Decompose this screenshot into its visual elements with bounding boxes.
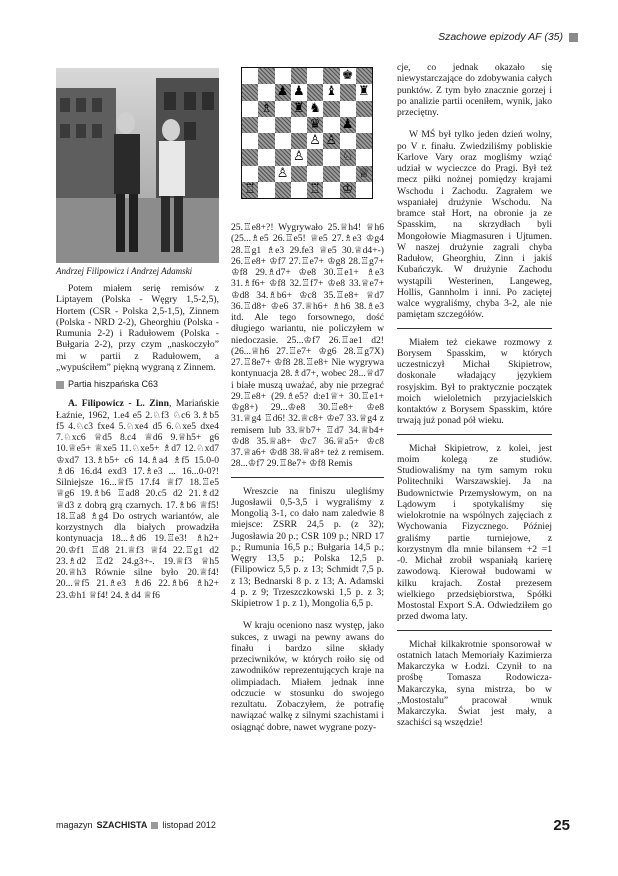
- chess-piece-icon: ♔: [341, 181, 354, 197]
- board-square: [291, 68, 307, 84]
- board-square: [258, 117, 274, 133]
- board-square: [307, 149, 323, 165]
- board-square: [258, 68, 274, 84]
- chess-piece-icon: ♟: [341, 116, 354, 132]
- col3-paragraph-5: Michał kilkakrotnie sponsorował w ostatnich latach Memoriały Kazimierza Makarczyka w Łodzi. Czynił to na prośbę Tomasza Rodowicza-Makarczyka, syna mistrza, bo w „Mostostalu” pracował wnuk Makarczyka. Świat jest mały, a szachiści są wszędzie!: [397, 638, 552, 729]
- separator-line: [231, 477, 384, 478]
- board-square: [242, 68, 258, 84]
- board-square: [242, 133, 258, 149]
- photo-caption: Andrzej Filipowicz i Andrzej Adamski: [56, 266, 193, 276]
- chess-piece-icon: ♚: [341, 68, 354, 83]
- chess-piece-icon: ♖: [309, 181, 321, 197]
- separator-line-3: [397, 434, 552, 435]
- board-square: [258, 182, 274, 198]
- board-square: [323, 117, 339, 133]
- board-square: [275, 101, 291, 117]
- chess-piece-icon: ♝: [325, 84, 338, 100]
- board-square: [242, 149, 258, 165]
- board-square: [291, 117, 307, 133]
- col2-paragraph-2: Wreszcie na finiszu ulegliśmy Jugosławii 0,5-3,5 i wygraliśmy z Mongolią 3-1, co dało nam zaledwie 8 miejsce: ZSRR 24,5 p. (z 32); Jugosławia 20 p.; CSR 109 p.; NRD 17 p.; Rumunia 16,5 p.; Bułgaria 14,5 p.; Węgry 13,5 p.; Polska 12,5 p. (Filipowicz 5,5 p. z 13; Schmidt 7,5 p. z 13; Bednarski 8 p. z 13; A. Adamski 4 p. z 9; Trzeszczkowski 1,5 p. z 3; Skipietrow 1 p. z 1), Mongolia 6,5 p.: [231, 485, 384, 609]
- board-square: [356, 149, 372, 165]
- board-square: [340, 166, 356, 182]
- board-square: [356, 68, 372, 84]
- page-number: 25: [553, 817, 570, 834]
- section-label: [56, 379, 219, 390]
- section-title: Partia hiszpańska C63: [68, 379, 159, 389]
- chess-piece-icon: ♙: [309, 133, 321, 148]
- board-square: [242, 84, 258, 100]
- board-square: [258, 149, 274, 165]
- board-square: [307, 84, 323, 100]
- board-square: [356, 101, 372, 117]
- board-square: [291, 166, 307, 182]
- footer: [56, 820, 216, 830]
- board-square: [275, 117, 291, 133]
- column-3: [397, 62, 552, 729]
- photo-illustration: [56, 68, 219, 263]
- header-title: Szachowe epizody AF (35): [438, 31, 563, 43]
- board-square: [258, 133, 274, 149]
- board-square: [242, 101, 258, 117]
- board-square: [356, 133, 372, 149]
- board-square: [340, 84, 356, 100]
- col2-moves: 25.♖e8+?! Wygrywało 25.♕h4! ♕h6 (25...♗e5 26.♖e5! ♕e5 27.♗e3 ♔g4 28.♖g1 ♗e3 29.fe3 ♕e5 30.♕d4+-) 26.♖e8+ ♔f7 27.♖e7+ ♔g8 28.♖g7+ ♔f8 29.♗d7+ ♔e8 30.♖e1+ ♗e3 31.♗f6+ ♔f8 32.♖f7+ ♔e8 33.♕e7+ ♔d8 34.♗b6+ ♔c8 35.♖e8+ ♕d7 36.♖d8+ ♔e6 37.♕h6+ ♗h6 38.♗e3 itd. Ale tego forsownego, dość długiego wariantu, nie policzyłem w niedoczasie. 25...♔f7 26.♖ae1 d2! (26...♕h6 27.♖e7+ ♔g6 28.♖g7X) 27.♖8e7+ ♔f8 28.♖e8+ Nie wygrywa kontynuacja 28.♗d7+, wobec 28...♕d7 i białe muszą uważać, aby nie przegrać 29.♖e8+ (29.♗e5? d:e1♕+ 30.♖e1+ ♔g8+) 29...♔e8 30.♖e8+ ♔e8 31.♕g4 ♖d6! 32.♕c8+ ♔e7 33.♕g4 z remisem lub 33.♕b7+ ♖d7 34.♕b4+ ♔d8 35.♕a8+ ♔c7 36.♕a5+ ♔c8 37.♕a6+ ♔d8 38.♕a8+ też z remisem. 28...♔f7 29.♖8e7+ ♔f8 Remis: [231, 222, 384, 470]
- col1-paragraph-1: Potem miałem serię remisów z Liptayem (Polska - Węgry 1,5-2,5), Hortem (CSR - Polska 2,5-1,5), Zinnem (Polska - NRD 2-2), Gheorghiu (Polska - Rumunia 2-2) i Radułowem (Polska - Bułgaria 2-2), przy czym „naskoczyło” mi w partii z Radułowem, a „wypuściłem” piękną wygraną z Zinnem.: [56, 283, 219, 373]
- board-square: [356, 182, 372, 198]
- board-square: [356, 117, 372, 133]
- chess-piece-icon: ♟: [293, 84, 305, 100]
- chess-diagram: [241, 67, 373, 199]
- chess-piece-icon: ♟: [276, 84, 289, 100]
- chess-piece-icon: ♜: [293, 100, 305, 116]
- footer-square-icon: [151, 822, 158, 829]
- board-square: [323, 182, 339, 198]
- footer-brand: SZACHISTA: [96, 820, 148, 830]
- chess-piece-icon: ♖: [244, 181, 256, 197]
- column-2: [231, 222, 384, 733]
- board-square: [291, 133, 307, 149]
- board-square: [340, 133, 356, 149]
- footer-issue: listopad 2012: [162, 820, 216, 830]
- photo-filipowicz-adamski: [56, 68, 219, 263]
- col3-paragraph-1: cje, co jednak okazało się niewystarczające do zdobywania całych punktów. Z tym było znacznie gorzej i po analizie partii oceniłem, wynik, jako przeciętny.: [397, 62, 552, 118]
- section-square-icon: [56, 381, 64, 389]
- board-square: [323, 166, 339, 182]
- separator-line-4: [397, 630, 552, 631]
- board-square: [275, 149, 291, 165]
- chess-piece-icon: ♙: [325, 133, 338, 148]
- board-square: [291, 182, 307, 198]
- board-square: [242, 117, 258, 133]
- chess-piece-icon: ♕: [358, 165, 370, 181]
- board-square: [275, 133, 291, 149]
- col2-paragraph-3: W kraju oceniono nasz występ, jako sukces, z uwagi na pewny awans do finału i bardzo silne składy przeciwników, w których roiło się od zawodników reprezentujących kraje na olimpiadach. Miałem jednak inne odczucie w stosunku do swojego rezultatu. Zobaczyłem, że potrafię nawiązać walkę z silnymi szachistami i osiągnąć dobre, nawet wygrane pozy-: [231, 620, 384, 733]
- board-square: [340, 101, 356, 117]
- board-square: [242, 166, 258, 182]
- chess-piece-icon: ♘: [341, 149, 354, 165]
- col3-paragraph-3: Miałem też ciekawe rozmowy z Borysem Spasskim, w których uczestniczył Michał Skipietrow, doskonale władający językiem rosyjskim. Był to praktycznie początek moich wieloletnich przyjacielskich kontaktów z Borysem Spasskim, które trwają już ponad pół wieku.: [397, 336, 552, 427]
- board-square: [258, 84, 274, 100]
- game-moves: , Mariańskie Łaźnie, 1962, 1.e4 e5 2.♘f3 ♘c6 3.♗b5 f5 4.♘c3 fxe4 5.♘xe4 d5 6.♘xe5 dxe4 7.♘xc6 ♕d5 8.c4 ♕d6 9.♕h5+ g6 10.♕e5+ ♕xe5 11.♘xe5+ ♗d7 12.♘xd7 ♔xd7 13.♗b5+ c6 14.♗a4 ♗f5 15.0-0 ♗d6 16.d4 exd3 17.♗e3 ... 16...0-0?! Silniejsze 16...♕f5 17.f4 ♕f7 18.♖e5 ♕g6 19.♗b6 ♖ad8 20.c5 d2 21.♗d2 ♕d3 z dobrą grą czarnych. 17.♗b6 ♕f5! 18.♖a8 ♗g4 Do ostrych wariantów, ale korzystnych dla białych prowadziła kontynuacja 18...♗d6 19.♖e3! ♗h2+ 20.♔f1 ♖d8 21.♕f3 ♕f4 22.♖g1 d2 23.♗d2 ♖d2 24.g3+-. 19.♕f3 ♕h5 20.♕h3 Równie silne było 20.♕f4! 20...♕f5 21.♗e3 ♗d6 22.♗b6 ♗h2+ 23.♔h1 ♕f4! 24.♗d4 ♕f6: [56, 398, 219, 601]
- game-paragraph: [56, 398, 219, 601]
- chess-piece-icon: ♛: [309, 116, 321, 132]
- header-square-icon: [569, 33, 578, 42]
- chess-piece-icon: ♗: [260, 100, 273, 116]
- col3-paragraph-4: Michał Skipietrow, z kolei, jest moim kolegą ze studiów. Studiowaliśmy na tym samym roku Politechniki Warszawskiej. Ja na Budownictwie Przemysłowym, on na Lądowym i spotykaliśmy się wielokrotnie na wspólnych zajęciach z Wychowania Fizycznego. Później graliśmy partie turniejowe, z korzystnym dla mnie bilansem +2 =1 -0. Michał zrobił wspaniałą karierę zawodową. Kierował budowami w kilku krajach. Został prezesem wielkiego przedsiębiorstwa, Spółki Mostostal Export S.A. Odwiedziłem go przed dwoma laty.: [397, 442, 552, 623]
- board-square: [258, 166, 274, 182]
- board-square: [275, 182, 291, 198]
- col3-paragraph-2: W MŚ był tylko jeden dzień wolny, po V r. finału. Zwiedziliśmy pobliskie Karlove Vary oraz mogliśmy wziąć udział w wycieczce do Pragi. Był też mecz piłki nożnej pomiędzy krajami Wschodu i Zachodu. Zagrałem we wspaniałej drużynie Wschodu. Na bramce stał Hort, na obronie ja ze Spasskim, na skrzydłach byli Mongołowie Miagmasuren i Ujtumen. W naszej drużynie zagrali chyba Radułow, Gheorghiu, Zinn i jakiś Kubańczyk. W drużynie Zachodu wystąpili Westerinen, Langeweg, Hollis, Gannholm i inni. Po zaciętej walce wygraliśmy, chyba 3-2, ale nie pamiętam szczegółów.: [397, 129, 552, 321]
- column-1: [56, 283, 219, 601]
- board-square: [323, 149, 339, 165]
- running-header: [438, 31, 578, 43]
- chess-piece-icon: ♞: [309, 100, 321, 116]
- chess-piece-icon: ♜: [358, 84, 370, 100]
- board-square: [307, 166, 323, 182]
- chess-piece-icon: ♙: [293, 149, 305, 165]
- game-players: A. Filipowicz - L. Zinn: [68, 398, 169, 410]
- separator-line-2: [397, 328, 552, 329]
- chess-piece-icon: ♙: [276, 165, 289, 181]
- board-square: [323, 101, 339, 117]
- board-square: [307, 68, 323, 84]
- footer-magazine: magazyn: [56, 820, 93, 830]
- board-square: [323, 68, 339, 84]
- board-square: [275, 68, 291, 84]
